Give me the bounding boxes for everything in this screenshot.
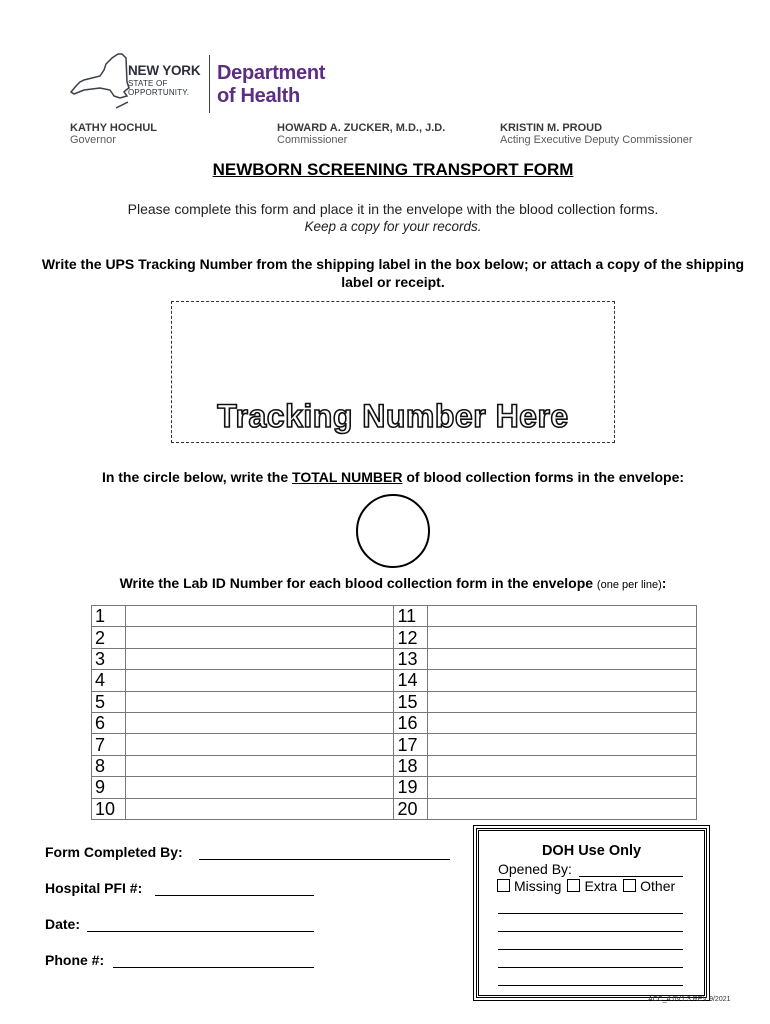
tracking-number-placeholder: Tracking Number Here bbox=[217, 398, 569, 434]
missing-checkbox[interactable] bbox=[497, 879, 510, 892]
logo-dept-line2: of Health bbox=[217, 85, 300, 107]
lab-id-entry[interactable] bbox=[125, 606, 394, 627]
lab-row-number: 11 bbox=[394, 606, 428, 627]
missing-option[interactable] bbox=[497, 878, 561, 894]
lab-row-number: 10 bbox=[92, 798, 126, 819]
lab-row-number: 4 bbox=[92, 670, 126, 691]
lab-row-number: 9 bbox=[92, 777, 126, 798]
logo-department-of-health bbox=[217, 62, 325, 108]
lab-id-entry[interactable] bbox=[428, 777, 697, 798]
lab-id-entry[interactable] bbox=[125, 734, 394, 755]
lab-row-number: 12 bbox=[394, 627, 428, 648]
other-checkbox[interactable] bbox=[623, 879, 636, 892]
lab-row-number: 7 bbox=[92, 734, 126, 755]
lab-row-number: 13 bbox=[394, 648, 428, 669]
doh-note-line[interactable] bbox=[498, 912, 683, 914]
phone-label: Phone #: bbox=[45, 952, 105, 968]
doh-note-line[interactable] bbox=[498, 948, 683, 950]
table-row bbox=[92, 606, 697, 627]
hospital-pfi-label: Hospital PFI #: bbox=[45, 880, 143, 896]
lab-row-number: 20 bbox=[394, 798, 428, 819]
circle-instruction-pre: In the circle below, write the bbox=[101, 469, 293, 485]
official-title: Commissioner bbox=[277, 134, 348, 146]
lab-row-number: 8 bbox=[92, 755, 126, 776]
table-row bbox=[92, 691, 697, 712]
total-number-circle[interactable] bbox=[356, 494, 430, 568]
lab-id-entry[interactable] bbox=[125, 691, 394, 712]
lab-row-number: 5 bbox=[92, 691, 126, 712]
hospital-pfi-field[interactable] bbox=[155, 879, 314, 896]
lab-row-number: 18 bbox=[394, 755, 428, 776]
date-label: Date: bbox=[45, 916, 81, 932]
doh-note-line[interactable] bbox=[498, 966, 683, 968]
form-instruction-italic: Keep a copy for your records. bbox=[304, 219, 482, 234]
lab-id-instruction-text: Write the Lab ID Number for each blood collection form in the envelope bbox=[119, 575, 594, 591]
doh-title: DOH Use Only bbox=[541, 843, 642, 859]
date-field[interactable] bbox=[87, 915, 314, 932]
lab-id-instruction-end: : bbox=[661, 575, 667, 591]
lab-row-number: 15 bbox=[394, 691, 428, 712]
other-label: Other bbox=[640, 878, 676, 894]
doh-note-line[interactable] bbox=[498, 930, 683, 932]
lab-id-entry[interactable] bbox=[428, 670, 697, 691]
lab-id-entry[interactable] bbox=[428, 648, 697, 669]
lab-id-entry[interactable] bbox=[428, 606, 697, 627]
official-commissioner bbox=[277, 122, 445, 146]
completed-by-field[interactable] bbox=[199, 843, 450, 860]
lab-id-entry[interactable] bbox=[428, 755, 697, 776]
table-row bbox=[92, 712, 697, 733]
table-row bbox=[92, 734, 697, 755]
lab-id-table bbox=[91, 605, 697, 820]
table-row bbox=[92, 798, 697, 819]
logo-state-line2: OPPORTUNITY. bbox=[128, 88, 190, 97]
official-governor bbox=[70, 122, 157, 146]
phone-field[interactable] bbox=[113, 951, 314, 968]
lab-row-number: 2 bbox=[92, 627, 126, 648]
lab-id-entry[interactable] bbox=[428, 712, 697, 733]
official-title: Governor bbox=[70, 134, 116, 146]
ny-state-map-icon bbox=[70, 52, 130, 114]
lab-id-entry[interactable] bbox=[428, 627, 697, 648]
logo-new-york: NEW YORK bbox=[128, 63, 201, 78]
completed-by-label: Form Completed By: bbox=[45, 844, 183, 860]
logo-divider bbox=[209, 55, 210, 113]
lab-id-entry[interactable] bbox=[125, 670, 394, 691]
lab-id-entry[interactable] bbox=[428, 734, 697, 755]
lab-id-entry[interactable] bbox=[125, 777, 394, 798]
form-title: NEWBORN SCREENING TRANSPORT FORM bbox=[212, 160, 574, 179]
lab-id-instruction-small: (one per line) bbox=[596, 579, 662, 591]
table-row bbox=[92, 777, 697, 798]
official-title: Acting Executive Deputy Commissioner bbox=[500, 134, 693, 146]
lab-row-number: 6 bbox=[92, 712, 126, 733]
doh-checkboxes bbox=[497, 878, 675, 894]
doh-note-line[interactable] bbox=[498, 984, 683, 986]
missing-label: Missing bbox=[514, 878, 562, 894]
lab-id-entry[interactable] bbox=[125, 798, 394, 819]
lab-row-number: 17 bbox=[394, 734, 428, 755]
form-instruction: Please complete this form and place it in the envelope with the blood collection forms. bbox=[127, 201, 659, 217]
official-deputy-commissioner bbox=[500, 122, 693, 146]
table-row bbox=[92, 670, 697, 691]
table-row bbox=[92, 755, 697, 776]
other-option[interactable] bbox=[623, 878, 675, 894]
revision-text: ACC_4.0V1.3 REV 9/2021 bbox=[648, 996, 731, 1003]
official-name: KATHY HOCHUL bbox=[70, 122, 157, 134]
lab-id-entry[interactable] bbox=[125, 648, 394, 669]
extra-option[interactable] bbox=[567, 878, 617, 894]
lab-id-entry[interactable] bbox=[125, 755, 394, 776]
lab-id-instruction bbox=[0, 575, 770, 591]
total-number-instruction bbox=[0, 469, 770, 485]
lab-id-entry[interactable] bbox=[428, 798, 697, 819]
circle-instruction-emphasis: TOTAL NUMBER bbox=[292, 469, 403, 485]
logo-state-line1: STATE OF bbox=[128, 79, 168, 88]
lab-row-number: 1 bbox=[92, 606, 126, 627]
lab-row-number: 19 bbox=[394, 777, 428, 798]
table-row bbox=[92, 648, 697, 669]
extra-checkbox[interactable] bbox=[567, 879, 580, 892]
lab-row-number: 3 bbox=[92, 648, 126, 669]
lab-id-entry[interactable] bbox=[428, 691, 697, 712]
official-name: HOWARD A. ZUCKER, M.D., J.D. bbox=[277, 122, 446, 134]
circle-instruction-post: of blood collection forms in the envelope: bbox=[402, 469, 685, 485]
extra-label: Extra bbox=[584, 878, 618, 894]
logo-dept-line1: Department bbox=[217, 62, 326, 84]
table-row bbox=[92, 627, 697, 648]
opened-by-label: Opened By: bbox=[498, 861, 572, 877]
lab-id-entry[interactable] bbox=[125, 712, 394, 733]
logo-state-of-opportunity bbox=[128, 79, 189, 97]
ups-instruction: Write the UPS Tracking Number from the shipping label in the box below; or attach a copy of the shipping label or receipt. bbox=[41, 256, 745, 290]
lab-id-entry[interactable] bbox=[125, 627, 394, 648]
lab-row-number: 14 bbox=[394, 670, 428, 691]
official-name: KRISTIN M. PROUD bbox=[500, 122, 603, 134]
lab-row-number: 16 bbox=[394, 712, 428, 733]
opened-by-field[interactable] bbox=[579, 860, 683, 877]
